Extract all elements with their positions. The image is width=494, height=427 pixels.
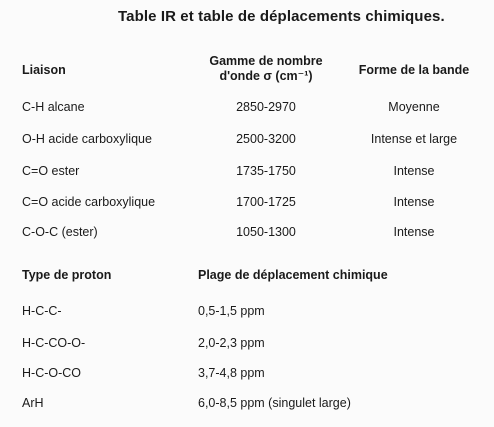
- nmr-cell-shift: 6,0-8,5 ppm (singulet large): [198, 396, 351, 410]
- ir-cell-range: 1700-1725: [236, 195, 296, 209]
- nmr-row: [0, 396, 494, 416]
- nmr-cell-proton: ArH: [22, 396, 44, 410]
- ir-cell-forme: Intense: [393, 164, 435, 178]
- ir-cell-range: 1735-1750: [236, 164, 296, 178]
- nmr-cell-shift: 2,0-2,3 ppm: [198, 336, 265, 350]
- nmr-row: [0, 336, 494, 356]
- ir-cell-forme: Intense et large: [370, 132, 458, 146]
- ir-cell-range: 2500-3200: [236, 132, 296, 146]
- ir-row: [0, 195, 494, 215]
- ir-cell-forme: Intense: [393, 195, 435, 209]
- ir-row: [0, 100, 494, 120]
- nmr-row: [0, 304, 494, 324]
- nmr-cell-shift: 3,7-4,8 ppm: [198, 366, 265, 380]
- nmr-row: [0, 366, 494, 386]
- header-forme: Forme de la bande: [358, 63, 470, 77]
- ir-cell-forme: Moyenne: [388, 100, 440, 114]
- header-liaison: Liaison: [22, 63, 66, 77]
- ir-row: [0, 225, 494, 245]
- ir-cell-liaison: C-O-C (ester): [22, 225, 98, 239]
- ir-row: [0, 164, 494, 184]
- header-gamme-line2: d'onde σ (cm⁻¹): [219, 69, 313, 83]
- nmr-cell-proton: H-C-O-CO: [22, 366, 82, 380]
- nmr-cell-shift: 0,5-1,5 ppm: [198, 304, 265, 318]
- ir-cell-liaison: C=O ester: [22, 164, 80, 178]
- ir-row: [0, 132, 494, 152]
- ir-cell-forme: Intense: [393, 225, 435, 239]
- ir-cell-liaison: C=O acide carboxylique: [22, 195, 156, 209]
- document-title: Table IR et table de déplacements chimiques.: [118, 8, 445, 25]
- ir-cell-liaison: O-H acide carboxylique: [22, 132, 152, 146]
- header-gamme-line1: Gamme de nombre: [209, 54, 323, 68]
- nmr-cell-proton: H-C-CO-O-: [22, 336, 86, 350]
- header-plage-deplacement: Plage de déplacement chimique: [198, 268, 388, 282]
- header-gamme: [200, 54, 332, 84]
- header-type-proton: Type de proton: [22, 268, 112, 282]
- ir-cell-liaison: C-H alcane: [22, 100, 85, 114]
- ir-cell-range: 2850-2970: [236, 100, 296, 114]
- nmr-cell-proton: H-C-C-: [22, 304, 62, 318]
- ir-cell-range: 1050-1300: [236, 225, 296, 239]
